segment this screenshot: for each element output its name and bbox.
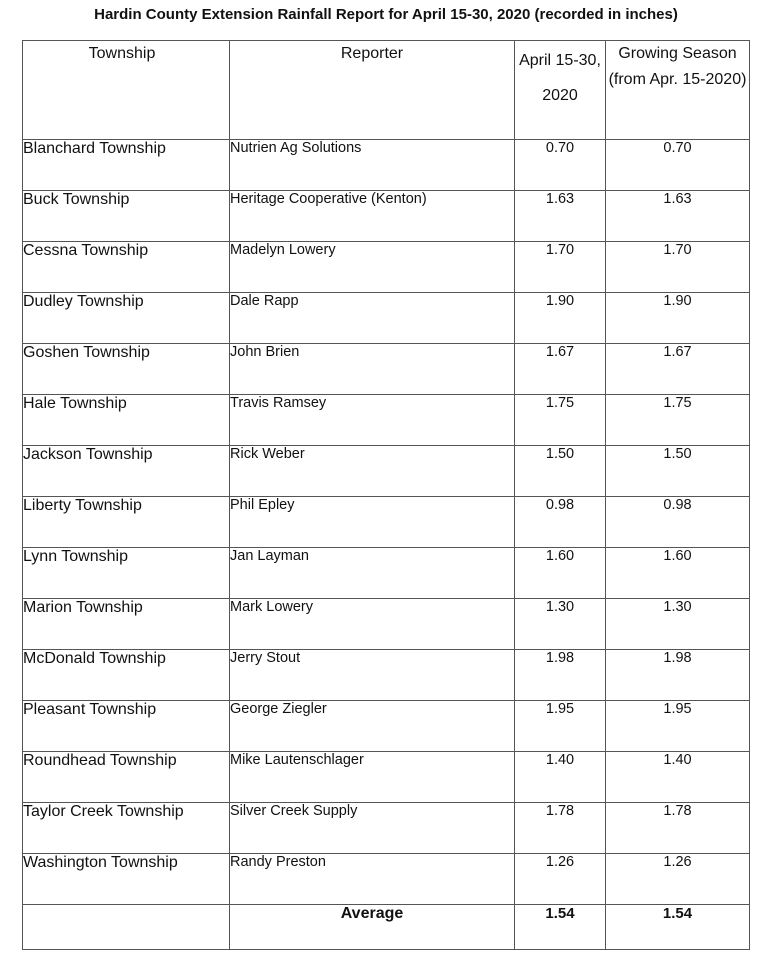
average-april: 1.54 [515, 905, 606, 950]
season-rainfall-cell: 1.98 [606, 650, 750, 701]
april-rainfall-cell: 1.60 [515, 548, 606, 599]
reporter-cell: Mike Lautenschlager [230, 752, 515, 803]
april-rainfall-cell: 1.63 [515, 191, 606, 242]
april-rainfall-cell: 1.50 [515, 446, 606, 497]
township-cell: Washington Township [23, 854, 230, 905]
april-rainfall-cell: 1.95 [515, 701, 606, 752]
season-rainfall-cell: 1.63 [606, 191, 750, 242]
header-township: Township [23, 41, 230, 140]
table-row [23, 140, 750, 191]
season-rainfall-cell: 1.90 [606, 293, 750, 344]
april-rainfall-cell: 0.70 [515, 140, 606, 191]
report-title: Hardin County Extension Rainfall Report for April 15-30, 2020 (recorded in inches) [94, 6, 678, 23]
average-season: 1.54 [606, 905, 750, 950]
table-body [23, 140, 750, 905]
table-row [23, 446, 750, 497]
table-row [23, 242, 750, 293]
township-cell: McDonald Township [23, 650, 230, 701]
table-row [23, 650, 750, 701]
season-rainfall-cell: 1.40 [606, 752, 750, 803]
reporter-cell: Phil Epley [230, 497, 515, 548]
average-label: Average [230, 905, 515, 950]
reporter-cell: Rick Weber [230, 446, 515, 497]
table-row [23, 701, 750, 752]
township-cell: Goshen Township [23, 344, 230, 395]
season-rainfall-cell: 1.60 [606, 548, 750, 599]
township-cell: Liberty Township [23, 497, 230, 548]
reporter-cell: Jan Layman [230, 548, 515, 599]
table-row [23, 497, 750, 548]
april-rainfall-cell: 1.70 [515, 242, 606, 293]
april-rainfall-cell: 1.98 [515, 650, 606, 701]
table-row [23, 752, 750, 803]
township-cell: Roundhead Township [23, 752, 230, 803]
april-rainfall-cell: 1.26 [515, 854, 606, 905]
april-rainfall-cell: 1.90 [515, 293, 606, 344]
township-cell: Lynn Township [23, 548, 230, 599]
reporter-cell: Nutrien Ag Solutions [230, 140, 515, 191]
township-cell: Jackson Township [23, 446, 230, 497]
rainfall-table [22, 40, 750, 950]
table-row [23, 599, 750, 650]
season-rainfall-cell: 1.78 [606, 803, 750, 854]
reporter-cell: Travis Ramsey [230, 395, 515, 446]
april-rainfall-cell: 1.67 [515, 344, 606, 395]
april-rainfall-cell: 0.98 [515, 497, 606, 548]
season-rainfall-cell: 1.75 [606, 395, 750, 446]
township-cell: Taylor Creek Township [23, 803, 230, 854]
season-rainfall-cell: 1.26 [606, 854, 750, 905]
township-cell: Cessna Township [23, 242, 230, 293]
april-rainfall-cell: 1.78 [515, 803, 606, 854]
header-april: April 15-30, 2020 [515, 41, 606, 140]
april-rainfall-cell: 1.40 [515, 752, 606, 803]
township-cell: Buck Township [23, 191, 230, 242]
april-rainfall-cell: 1.30 [515, 599, 606, 650]
reporter-cell: John Brien [230, 344, 515, 395]
township-cell: Marion Township [23, 599, 230, 650]
season-rainfall-cell: 1.95 [606, 701, 750, 752]
table-row [23, 395, 750, 446]
table-row [23, 344, 750, 395]
reporter-cell: Dale Rapp [230, 293, 515, 344]
reporter-cell: Jerry Stout [230, 650, 515, 701]
season-rainfall-cell: 1.70 [606, 242, 750, 293]
table-row [23, 191, 750, 242]
township-cell: Blanchard Township [23, 140, 230, 191]
reporter-cell: Heritage Cooperative (Kenton) [230, 191, 515, 242]
township-cell: Hale Township [23, 395, 230, 446]
table-row [23, 548, 750, 599]
reporter-cell: Randy Preston [230, 854, 515, 905]
season-rainfall-cell: 1.50 [606, 446, 750, 497]
header-reporter: Reporter [230, 41, 515, 140]
reporter-cell: Mark Lowery [230, 599, 515, 650]
table-row [23, 854, 750, 905]
season-rainfall-cell: 0.70 [606, 140, 750, 191]
reporter-cell: Madelyn Lowery [230, 242, 515, 293]
header-growing-season: Growing Season (from Apr. 15-2020) [606, 41, 750, 140]
header-row [23, 41, 750, 140]
table-row [23, 293, 750, 344]
season-rainfall-cell: 1.67 [606, 344, 750, 395]
average-empty-cell [23, 905, 230, 950]
township-cell: Pleasant Township [23, 701, 230, 752]
table-row [23, 803, 750, 854]
average-row [23, 905, 750, 950]
season-rainfall-cell: 1.30 [606, 599, 750, 650]
reporter-cell: Silver Creek Supply [230, 803, 515, 854]
township-cell: Dudley Township [23, 293, 230, 344]
reporter-cell: George Ziegler [230, 701, 515, 752]
season-rainfall-cell: 0.98 [606, 497, 750, 548]
april-rainfall-cell: 1.75 [515, 395, 606, 446]
